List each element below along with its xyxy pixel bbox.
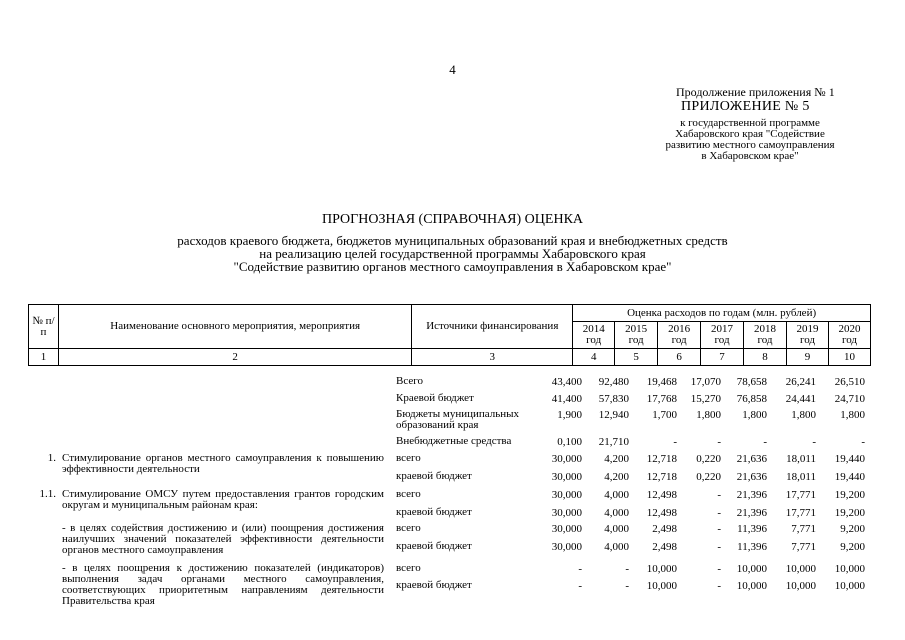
row-value: 1,700 — [652, 409, 677, 421]
row-value: 57,830 — [598, 393, 629, 405]
row-source: Всего — [396, 375, 423, 387]
row-value: 4,000 — [604, 523, 629, 535]
row-value: 19,440 — [834, 471, 865, 483]
column-number: 6 — [658, 349, 701, 366]
row-value: 17,768 — [646, 393, 677, 405]
row-value: - — [812, 436, 816, 448]
appendix-subtitle-line: в Хабаровском крае" — [701, 150, 799, 162]
document-subtitle-line: "Содействие развитию органов местного самоуправления в Хабаровском крае" — [233, 259, 672, 274]
document-title: ПРОГНОЗНАЯ (СПРАВОЧНАЯ) ОЦЕНКА — [321, 212, 584, 227]
row-value: 76,858 — [736, 393, 767, 405]
row-value: - — [717, 489, 721, 501]
row-name: - в целях содействия достижению и (или) поощрения достижения наилучших значений показателей эффективности деятельности органов местного самоуправления — [62, 522, 384, 556]
appendix-subtitle-line: к государственной программе — [680, 117, 820, 129]
continuation-note: Продолжение приложения № 1 — [676, 85, 835, 99]
row-value: 10,000 — [834, 580, 865, 592]
table-header — [28, 304, 871, 366]
row-value: 0,100 — [557, 436, 582, 448]
row-value: 10,000 — [834, 563, 865, 575]
document-subtitle-line: расходов краевого бюджета, бюджетов муниципальных образований края и внебюджетных средств — [177, 233, 728, 248]
row-value: 24,710 — [834, 393, 865, 405]
header-year: 2018 год — [744, 322, 787, 349]
row-value: 10,000 — [785, 580, 816, 592]
row-number: 1.1. — [39, 488, 56, 500]
row-value: 19,200 — [834, 489, 865, 501]
row-source: краевой бюджет — [396, 579, 472, 591]
row-value: 4,000 — [604, 541, 629, 553]
row-value: 30,000 — [551, 489, 582, 501]
row-value: 41,400 — [551, 393, 582, 405]
column-number: 3 — [412, 349, 573, 366]
header-year: 2019 год — [786, 322, 828, 349]
appendix-title: ПРИЛОЖЕНИЕ № 5 — [681, 99, 810, 114]
row-value: 10,000 — [736, 580, 767, 592]
row-value: 7,771 — [791, 523, 816, 535]
row-value: - — [625, 580, 629, 592]
row-value: 4,200 — [604, 453, 629, 465]
row-value: 30,000 — [551, 541, 582, 553]
row-value: 43,400 — [551, 376, 582, 388]
row-value: 12,498 — [646, 507, 677, 519]
row-value: - — [717, 436, 721, 448]
row-value: 92,480 — [598, 376, 629, 388]
row-source: краевой бюджет — [396, 540, 472, 552]
appendix-subtitle — [640, 118, 860, 162]
row-value: 12,940 — [598, 409, 629, 421]
row-value: 12,718 — [646, 453, 677, 465]
column-number: 8 — [744, 349, 787, 366]
row-value: 30,000 — [551, 507, 582, 519]
header-year: 2017 год — [701, 322, 744, 349]
row-value: 10,000 — [736, 563, 767, 575]
row-name: Стимулирование ОМСУ путем предоставления грантов городским округам и муниципальным районам края: — [62, 488, 384, 511]
row-value: - — [861, 436, 865, 448]
row-value: 11,396 — [737, 523, 767, 535]
row-value: - — [763, 436, 767, 448]
row-value: 21,636 — [736, 453, 767, 465]
row-value: 11,396 — [737, 541, 767, 553]
appendix-subtitle-line: Хабаровского края "Содействие — [675, 128, 825, 140]
row-value: 15,270 — [690, 393, 721, 405]
row-source: Бюджеты муниципальных образований края — [396, 408, 520, 431]
row-value: 4,000 — [604, 507, 629, 519]
row-value: 24,441 — [785, 393, 816, 405]
row-source: Внебюджетные средства — [396, 435, 512, 447]
row-value: 4,000 — [604, 489, 629, 501]
row-value: 1,800 — [696, 409, 721, 421]
header-year: 2014 год — [573, 322, 615, 349]
row-value: 26,241 — [785, 376, 816, 388]
row-value: - — [717, 523, 721, 535]
row-value: 30,000 — [551, 523, 582, 535]
row-value: 18,011 — [786, 471, 816, 483]
column-number: 5 — [615, 349, 658, 366]
header-estimate: Оценка расходов по годам (млн. рублей) — [573, 305, 871, 322]
row-value: 9,200 — [840, 541, 865, 553]
row-value: 10,000 — [646, 580, 677, 592]
row-value: 30,000 — [551, 471, 582, 483]
row-value: 19,468 — [646, 376, 677, 388]
row-value: 2,498 — [652, 541, 677, 553]
row-source: краевой бюджет — [396, 470, 472, 482]
row-value: 1,800 — [791, 409, 816, 421]
row-value: 10,000 — [646, 563, 677, 575]
row-value: 9,200 — [840, 523, 865, 535]
column-number: 9 — [786, 349, 828, 366]
row-value: - — [625, 563, 629, 575]
row-number: 1. — [47, 452, 56, 464]
row-source: всего — [396, 562, 421, 574]
row-value: 4,200 — [604, 471, 629, 483]
row-value: 12,498 — [646, 489, 677, 501]
header-name: Наименование основного мероприятия, мероприятия — [58, 305, 411, 349]
row-value: 21,710 — [598, 436, 629, 448]
row-source: всего — [396, 522, 421, 534]
column-number: 4 — [573, 349, 615, 366]
row-value: 7,771 — [791, 541, 816, 553]
row-value: - — [578, 580, 582, 592]
row-value: 1,800 — [840, 409, 865, 421]
row-value: 2,498 — [652, 523, 677, 535]
document-subtitle-line: на реализацию целей государственной программы Хабаровского края — [259, 246, 646, 261]
appendix-subtitle-line: развитию местного самоуправления — [665, 139, 835, 151]
column-number: 10 — [828, 349, 870, 366]
row-value: 26,510 — [834, 376, 865, 388]
page-number: 4 — [449, 62, 456, 77]
row-value: - — [717, 580, 721, 592]
column-number: 1 — [29, 349, 59, 366]
row-value: 19,200 — [834, 507, 865, 519]
header-year: 2015 год — [615, 322, 658, 349]
row-value: 18,011 — [786, 453, 816, 465]
row-value: 0,220 — [696, 471, 721, 483]
row-value: 1,800 — [742, 409, 767, 421]
row-value: 17,771 — [785, 489, 816, 501]
row-value: 0,220 — [696, 453, 721, 465]
row-value: 17,070 — [690, 376, 721, 388]
row-value: - — [717, 541, 721, 553]
column-number: 7 — [701, 349, 744, 366]
row-value: - — [717, 507, 721, 519]
header-source: Источники финансирования — [412, 305, 573, 349]
header-year: 2016 год — [658, 322, 701, 349]
row-value: 21,396 — [736, 489, 767, 501]
row-value: 10,000 — [785, 563, 816, 575]
row-value: 17,771 — [785, 507, 816, 519]
row-source: всего — [396, 488, 421, 500]
row-value: 78,658 — [736, 376, 767, 388]
document-subtitle — [0, 234, 905, 273]
row-value: 30,000 — [551, 453, 582, 465]
row-source: всего — [396, 452, 421, 464]
row-value: - — [717, 563, 721, 575]
row-value: 19,440 — [834, 453, 865, 465]
row-value: 21,396 — [736, 507, 767, 519]
column-number: 2 — [58, 349, 411, 366]
row-source: Краевой бюджет — [396, 392, 474, 404]
row-source: краевой бюджет — [396, 506, 472, 518]
row-name: Стимулирование органов местного самоуправления к повышению эффективности деятельности — [62, 452, 384, 475]
row-value: 12,718 — [646, 471, 677, 483]
row-name: - в целях поощрения к достижению показателей (индикаторов) выполнения задач органами местного самоуправления, соответствующих приоритетным направлениям деятельности Правительства края — [62, 562, 384, 607]
header-year: 2020 год — [828, 322, 870, 349]
row-value: - — [673, 436, 677, 448]
row-value: - — [578, 563, 582, 575]
row-value: 21,636 — [736, 471, 767, 483]
row-value: 1,900 — [557, 409, 582, 421]
header-num: № п/п — [29, 305, 59, 349]
